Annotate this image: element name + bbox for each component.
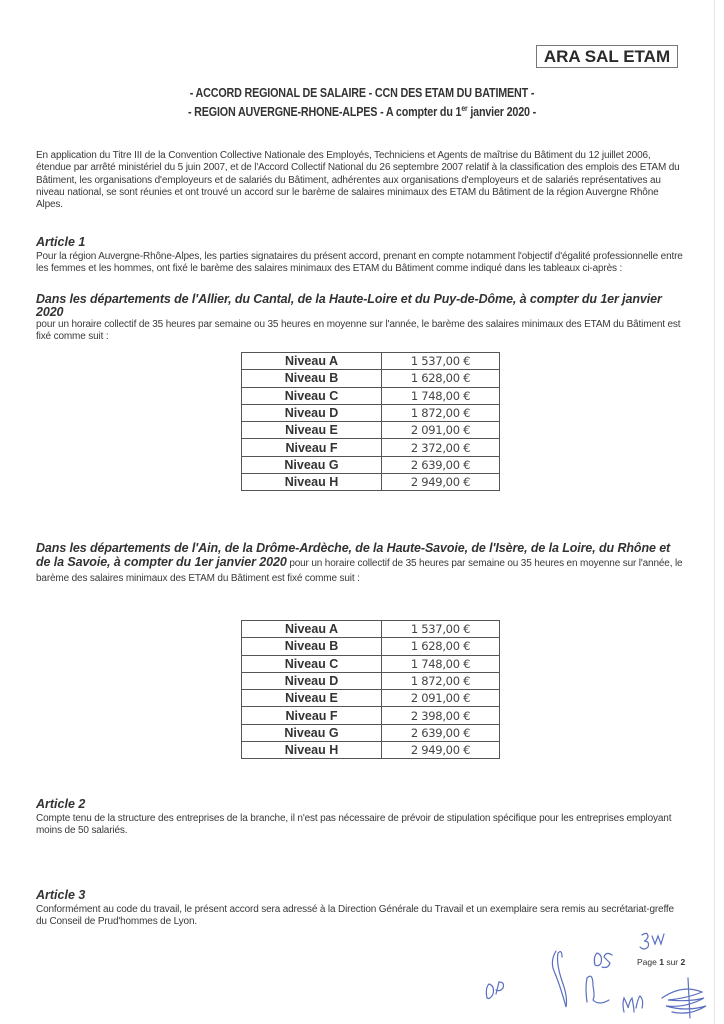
table-row — [242, 404, 500, 421]
level-cell: Niveau E — [242, 422, 382, 439]
article-2-text: Compte tenu de la structure des entreprises de la branche, il n'est pas nécessaire de prévoir de stipulation spécifique pour les entreprises employant moins de 50 salariés. — [36, 813, 672, 837]
initials-mb — [623, 996, 643, 1012]
title-superscript: er — [461, 104, 468, 113]
title-line-1: - ACCORD REGIONAL DE SALAIRE - CCN DES ETAM DU BATIMENT - — [189, 86, 535, 100]
initials-ds — [594, 953, 612, 968]
page-edge — [714, 0, 715, 1024]
level-cell: Niveau B — [242, 370, 382, 387]
scribble-signature — [662, 978, 706, 1018]
document-code-box: ARA SAL ETAM — [536, 45, 678, 68]
zone-2-block — [36, 541, 686, 586]
level-cell: Niveau A — [242, 353, 382, 370]
level-cell: Niveau H — [242, 742, 382, 759]
table-row — [242, 353, 500, 370]
title-line-2-text: - REGION AUVERGNE-RHONE-ALPES - A compter du 1 — [187, 105, 462, 120]
table-row — [242, 387, 500, 404]
level-cell: Niveau F — [242, 439, 382, 456]
zone-2-text: pour un horaire collectif de 35 heures par semaine ou 35 heures en moyenne sur l'année, le barème des salaires minimaux des ETAM du Bâtiment est fixé comme suit : — [36, 558, 683, 585]
article-3-heading: Article 3 — [36, 888, 86, 902]
level-cell: Niveau B — [242, 638, 382, 655]
zone-1-text: pour un horaire collectif de 35 heures par semaine ou 35 heures en moyenne sur l'année, le barème des salaires minimaux des ETAM du Bâtiment est fixé comme suit : — [36, 319, 681, 343]
initials-dp — [486, 982, 503, 999]
amount-cell: 1 628,00 € — [382, 370, 500, 387]
title-line-2-end: janvier 2020 - — [467, 105, 537, 120]
amount-cell: 1 537,00 € — [382, 353, 500, 370]
level-cell: Niveau H — [242, 474, 382, 491]
zone-2-heading: Dans les départements de l'Ain, de la Drôme-Ardèche, de la Haute-Savoie, de l'Isère, de la Loire, du Rhône et de la Savoie, à compter du 1er janvier 2020 — [36, 541, 671, 569]
amount-cell: 2 398,00 € — [382, 707, 500, 724]
article-2-heading: Article 2 — [36, 797, 86, 811]
table-row — [242, 621, 500, 638]
level-cell: Niveau C — [242, 655, 382, 672]
amount-cell: 2 091,00 € — [382, 690, 500, 707]
amount-cell: 2 949,00 € — [382, 474, 500, 491]
level-cell: Niveau F — [242, 707, 382, 724]
amount-cell: 2 372,00 € — [382, 439, 500, 456]
amount-cell: 1 748,00 € — [382, 387, 500, 404]
zone-1-block — [36, 293, 686, 344]
initials-mr — [586, 976, 609, 1003]
table-row — [242, 707, 500, 724]
table-row — [242, 638, 500, 655]
level-cell: Niveau C — [242, 387, 382, 404]
page-mid: sur — [663, 957, 681, 967]
page-number — [637, 957, 685, 967]
level-cell: Niveau D — [242, 404, 382, 421]
amount-cell: 1 748,00 € — [382, 655, 500, 672]
page-current: 1 — [659, 957, 664, 967]
amount-cell: 1 872,00 € — [382, 404, 500, 421]
amount-cell: 2 639,00 € — [382, 724, 500, 741]
amount-cell: 2 949,00 € — [382, 742, 500, 759]
title-line-2 — [51, 104, 674, 119]
zone-1-heading: Dans les départements de l'Allier, du Cantal, de la Haute-Loire et du Puy-de-Dôme, à compter du 1er janvier 2020 — [36, 292, 662, 319]
article-3-text: Conformément au code du travail, le présent accord sera adressé à la Direction Générale du Travail et un exemplaire sera remis au secrétariat-greffe du Conseil de Prud'hommes de Lyon. — [36, 904, 674, 928]
article-1-heading: Article 1 — [36, 235, 86, 249]
level-cell: Niveau A — [242, 621, 382, 638]
table-row — [242, 690, 500, 707]
table-row — [242, 724, 500, 741]
amount-cell: 2 639,00 € — [382, 456, 500, 473]
table-row — [242, 742, 500, 759]
amount-cell: 2 091,00 € — [382, 422, 500, 439]
table-row — [242, 655, 500, 672]
intro-paragraph: En application du Titre III de la Convention Collective Nationale des Employés, Techniciens et Agents de maîtrise du Bâtiment du 12 juillet 2006, étendue par arrêté ministériel du 5 juin 2007, et de l'Accord Collectif National du 26 septembre 2007 relatif à la classification des emplois des ETAM du Bâtiment, les organisations d'employeurs et de salariés du Bâtiment, adhérentes aux organisations d'employeurs et de salariés représentatives au niveau national, se sont réunies et ont trouvé un accord sur le barème de salaires minimaux des ETAM du Bâtiment de la région Auvergne Rhône Alpes. — [36, 150, 680, 211]
amount-cell: 1 872,00 € — [382, 672, 500, 689]
amount-cell: 1 537,00 € — [382, 621, 500, 638]
table-row — [242, 370, 500, 387]
level-cell: Niveau D — [242, 672, 382, 689]
table-row — [242, 474, 500, 491]
page-total: 2 — [680, 957, 686, 967]
level-cell: Niveau G — [242, 456, 382, 473]
initials-bw — [640, 933, 664, 949]
salary-table-zone-2 — [241, 620, 500, 759]
amount-cell: 1 628,00 € — [382, 638, 500, 655]
table-row — [242, 439, 500, 456]
table-row — [242, 672, 500, 689]
page-prefix: Page — [637, 957, 660, 967]
table-row — [242, 456, 500, 473]
level-cell: Niveau E — [242, 690, 382, 707]
level-cell: Niveau G — [242, 724, 382, 741]
salary-table-zone-1 — [241, 352, 500, 491]
signature-stroke — [552, 951, 566, 1007]
article-1-text: Pour la région Auvergne-Rhône-Alpes, les parties signataires du présent accord, prenant en compte notamment l'objectif d'égalité professionnelle entre les femmes et les hommes, ont fixé le barème des salaires minimaux des ETAM du Bâtiment comme indiqué dans les tableaux ci-après : — [36, 251, 683, 275]
table-row — [242, 422, 500, 439]
